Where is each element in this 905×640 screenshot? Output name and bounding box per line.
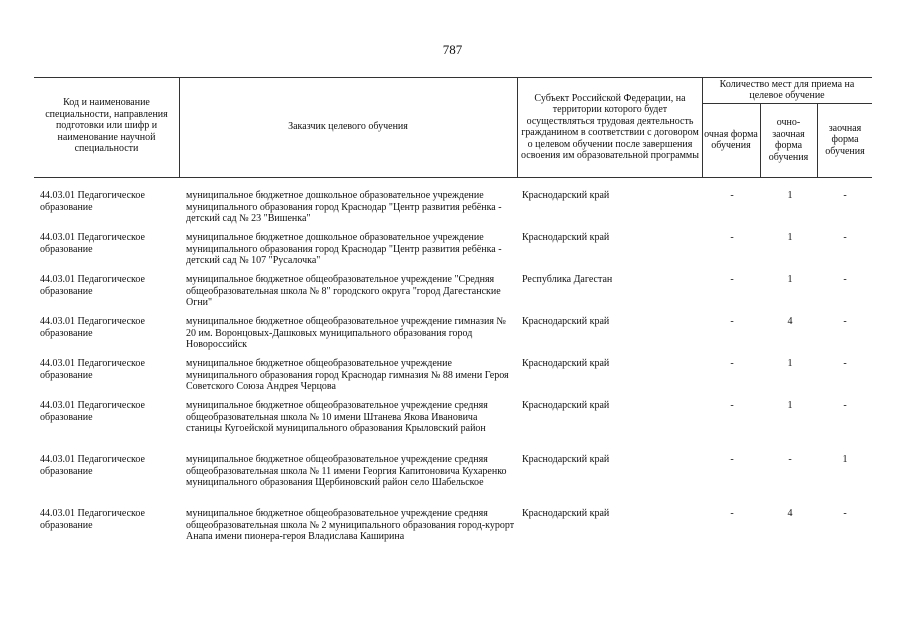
- row-customer: муниципальное бюджетное общеобразовательное учреждение муниципального образования город Краснодар гимназия № 88 имени Героя Советского Союза Андрея Черцова: [186, 358, 509, 392]
- row-code: 44.03.01 Педагогическое образование: [40, 232, 145, 255]
- row-subject: Краснодарский край: [522, 454, 610, 465]
- row-fulltime: -: [730, 454, 734, 465]
- row-customer: муниципальное бюджетное общеобразовательное учреждение гимназия № 20 им. Воронцовых-Дашковых муниципального образования город Новороссийск: [186, 316, 506, 350]
- row-customer: муниципальное бюджетное общеобразовательное учреждение средняя общеобразовательная школа № 11 имени Георгия Капитоновича Кухаренко муниципального образования Щербиновский район село Шабельское: [186, 454, 507, 488]
- header-places: Количество мест для приема на целевое обучение: [719, 78, 855, 101]
- row-parttime: 1: [787, 190, 793, 201]
- row-fulltime: -: [730, 232, 734, 243]
- row-parttime: 4: [787, 508, 793, 519]
- header-col-divider: [702, 77, 703, 177]
- row-extramural: -: [843, 400, 847, 411]
- row-code: 44.03.01 Педагогическое образование: [40, 316, 145, 339]
- row-subject: Краснодарский край: [522, 316, 610, 327]
- row-customer: муниципальное бюджетное общеобразовательное учреждение средняя общеобразовательная школа № 2 муниципального образования город-курорт Анапа имени пионера-героя Владислава Каширина: [186, 508, 515, 542]
- row-fulltime: -: [730, 508, 734, 519]
- row-subject: Краснодарский край: [522, 358, 610, 369]
- row-fulltime: -: [730, 316, 734, 327]
- row-code: 44.03.01 Педагогическое образование: [40, 190, 145, 213]
- row-parttime: 4: [787, 316, 793, 327]
- header-col-divider: [760, 103, 761, 177]
- row-parttime: 1: [787, 274, 793, 285]
- row-parttime: 1: [787, 400, 793, 411]
- row-code: 44.03.01 Педагогическое образование: [40, 400, 145, 423]
- header-parttime: очно-заочная форма обучения: [768, 117, 809, 163]
- header-bottom-border: [34, 177, 872, 178]
- page-number: 787: [442, 42, 463, 57]
- row-fulltime: -: [730, 358, 734, 369]
- row-customer: муниципальное бюджетное общеобразовательное учреждение средняя общеобразовательная школа № 10 имени Штанева Якова Ивановича станицы Кугоейской муниципального образования Крыловский район: [186, 400, 488, 434]
- header-customer: Заказчик целевого обучения: [288, 121, 408, 133]
- header-extramural: заочная форма обучения: [825, 122, 865, 157]
- row-fulltime: -: [730, 274, 734, 285]
- row-extramural: -: [843, 190, 847, 201]
- row-extramural: -: [843, 274, 847, 285]
- row-extramural: -: [843, 358, 847, 369]
- header-col-divider: [179, 77, 180, 177]
- row-extramural: -: [843, 316, 847, 327]
- row-code: 44.03.01 Педагогическое образование: [40, 274, 145, 297]
- row-parttime: 1: [787, 358, 793, 369]
- row-subject: Краснодарский край: [522, 190, 610, 201]
- row-code: 44.03.01 Педагогическое образование: [40, 358, 145, 381]
- row-subject: Краснодарский край: [522, 232, 610, 243]
- row-code: 44.03.01 Педагогическое образование: [40, 454, 145, 477]
- row-subject: Краснодарский край: [522, 508, 610, 519]
- row-code: 44.03.01 Педагогическое образование: [40, 508, 145, 531]
- row-extramural: -: [843, 232, 847, 243]
- row-fulltime: -: [730, 190, 734, 201]
- header-fulltime: очная форма обучения: [704, 128, 758, 151]
- row-subject: Краснодарский край: [522, 400, 610, 411]
- row-customer: муниципальное бюджетное общеобразовательное учреждение "Средняя общеобразовательная школа № 8" городского округа "город Дагестанские Огни": [186, 274, 501, 308]
- header-subject: Субъект Российской Федерации, на территории которого будет осуществляться трудовая деятельность гражданином в соответствии с договором о целевом обучении после завершения освоения им образовательной программы: [521, 92, 699, 161]
- row-parttime: 1: [787, 232, 793, 243]
- header-code: Код и наименование специальности, направления подготовки или шифр и наименование научной специальности: [45, 97, 168, 155]
- row-extramural: 1: [842, 454, 848, 465]
- row-fulltime: -: [730, 400, 734, 411]
- row-customer: муниципальное бюджетное дошкольное образовательное учреждение муниципального образования город Краснодар "Центр развития ребёнка - детский сад № 107 "Русалочка": [186, 232, 502, 266]
- row-parttime: -: [788, 454, 792, 465]
- row-customer: муниципальное бюджетное дошкольное образовательное учреждение муниципального образования город Краснодар "Центр развития ребёнка - детский сад № 23 "Вишенка": [186, 190, 502, 224]
- row-extramural: -: [843, 508, 847, 519]
- header-col-divider: [817, 103, 818, 177]
- header-col-divider: [517, 77, 518, 177]
- row-subject: Республика Дагестан: [522, 274, 613, 285]
